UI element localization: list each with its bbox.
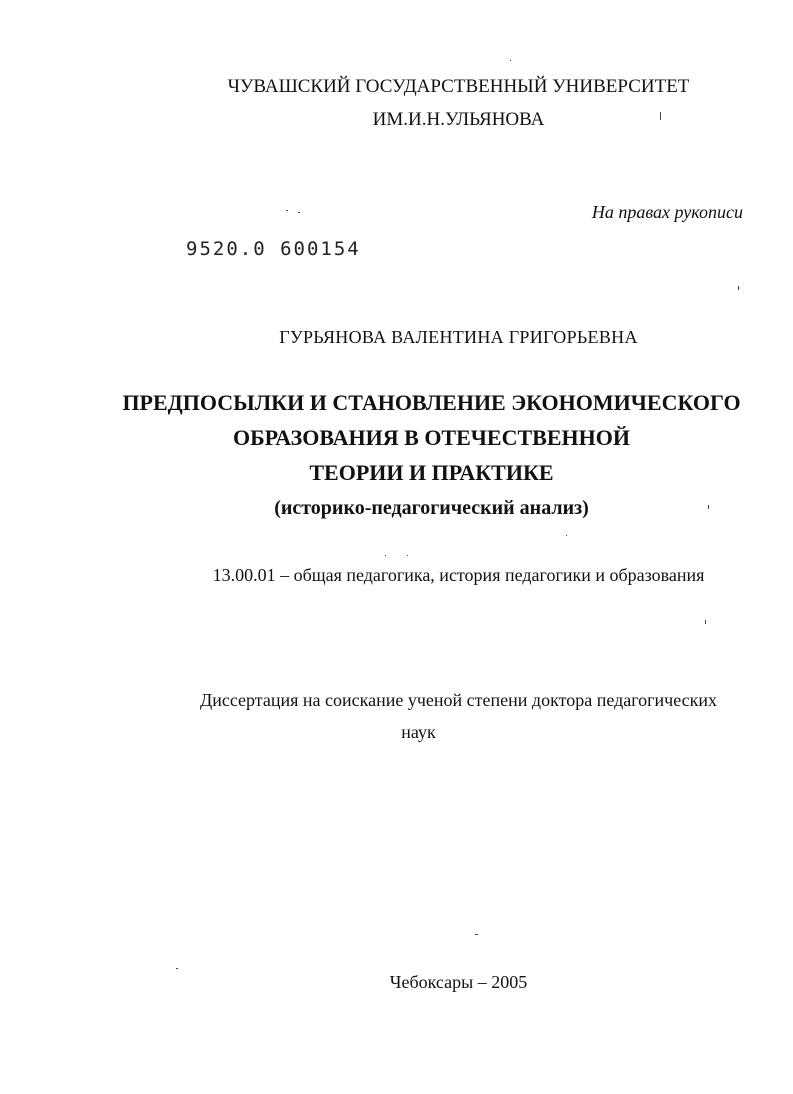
scan-speck (286, 210, 288, 211)
title-line3: ТЕОРИИ И ПРАКТИКЕ (309, 460, 554, 485)
scan-speck (407, 555, 408, 556)
title-line1: ПРЕДПОСЫЛКИ И СТАНОВЛЕНИЕ ЭКОНОМИЧЕСКОГО (122, 390, 741, 415)
dissertation-line2: наук (401, 722, 436, 742)
university-name-line1: ЧУВАШСКИЙ ГОСУДАРСТВЕННЫЙ УНИВЕРСИТЕТ (227, 76, 690, 97)
city-year: Чебоксары – 2005 (389, 972, 528, 992)
scan-speck (475, 934, 478, 935)
rights-note: На правах рукописи (591, 202, 743, 222)
specialty-code: 13.00.01 – общая педагогика, история педагогики и образования (212, 565, 705, 585)
scan-speck (660, 112, 661, 120)
scan-speck (738, 286, 739, 290)
scan-speck (176, 968, 178, 969)
scan-speck (566, 535, 567, 536)
dissertation-line1: Диссертация на соискание ученой степени доктора педагогических (199, 690, 718, 710)
university-name-line2: ИМ.И.Н.УЛЬЯНОВА (372, 109, 545, 130)
author-name: ГУРЬЯНОВА ВАЛЕНТИНА ГРИГОРЬЕВНА (279, 327, 638, 347)
scan-speck (385, 555, 386, 556)
title-subtitle: (историко-педагогический анализ) (274, 497, 589, 519)
scan-speck (510, 60, 511, 61)
stamp-code: 9520.0 600154 (186, 238, 361, 260)
scan-speck (298, 212, 300, 213)
scan-speck (708, 505, 709, 509)
scan-speck (705, 620, 706, 624)
title-line2: ОБРАЗОВАНИЯ В ОТЕЧЕСТВЕННОЙ (233, 425, 630, 450)
